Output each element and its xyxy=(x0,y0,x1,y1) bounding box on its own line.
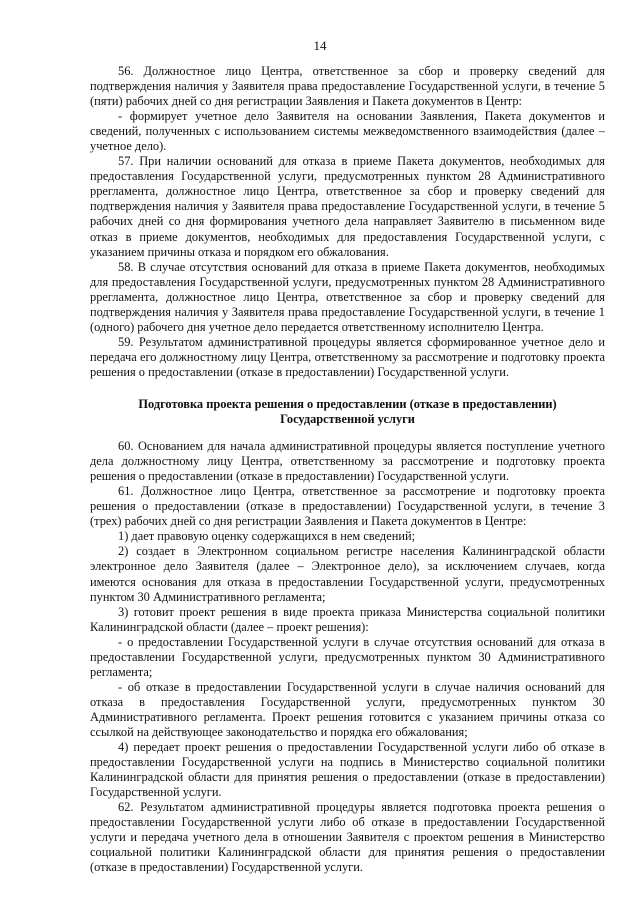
paragraph-61-item-2: 2) создает в Электронном социальном регистре населения Калининградской области электронное дело Заявителя (далее – Электронное дело), за исключением случаев, когда имеются основания для отказа в предоставлении Государственной услуги, предусмотренных пунктом 30 Административного регламента; xyxy=(90,544,605,604)
paragraph-60: 60. Основанием для начала административной процедуры является поступление учетного дела должностному лицу Центра, ответственному за рассмотрение и подготовку проекта решения о предоставлении (отказе в предоставлении) Государственной услуги. xyxy=(90,439,605,484)
paragraph-61-item-3: 3) готовит проект решения в виде проекта приказа Министерства социальной политики Калининградской области (далее – проект решения): xyxy=(90,604,605,634)
paragraph-56: 56. Должностное лицо Центра, ответственное за сбор и проверку сведений для подтверждения наличия у Заявителя права предоставление Государственной услуги, в течение 5 (пяти) рабочих дней со дня регистрации Заявления и Пакета документов в Центр: xyxy=(90,64,605,109)
paragraph-56-item: - формирует учетное дело Заявителя на основании Заявления, Пакета документов и сведений, полученных с использованием системы межведомственного взаимодействия (далее – учетное дело). xyxy=(90,109,605,154)
document-body xyxy=(90,64,605,875)
paragraph-61-item-1: 1) дает правовую оценку содержащихся в нем сведений; xyxy=(118,529,416,544)
paragraph-61: 61. Должностное лицо Центра, ответственное за рассмотрение и подготовку проекта решения о предоставлении (отказе в предоставлении) Государственной услуги, в течение 3 (трех) рабочих дней со дня регистрации Заявления и Пакета документов в Центре: xyxy=(90,484,605,529)
paragraph-61-item-3a: - о предоставлении Государственной услуги в случае отсутствия оснований для отказа в предоставлении Государственной услуги, предусмотренных пунктом 30 Административного регламента; xyxy=(90,634,605,679)
paragraph-57: 57. При наличии оснований для отказа в приеме Пакета документов, необходимых для предоставления Государственной услуги, предусмотренных пунктом 28 Административного ррегламента, должностное лицо Центра, ответственное за сбор и проверку сведений для подтверждения наличия у Заявителя права предоставление Государственной услуги, в течение 5 рабочих дней со дня формирования учетного дела направляет Заявителю в письменном виде отказ в приеме документов, необходимых для предоставления Государственной услуги, с указанием причины отказа и порядком его обжалования. xyxy=(90,154,605,259)
paragraph-61-item-4: 4) передает проект решения о предоставлении Государственной услуги либо об отказе в предоставлении Государственной услуги на подпись в Министерство социальной политики Калининградской области для принятия решения о предоставлении (отказе в предоставлении) Государственной услуги. xyxy=(90,740,605,800)
paragraph-61-item-3b: - об отказе в предоставлении Государственной услуги в случае наличия оснований для отказа в предоставления Государственной услуги, предусмотренных пунктом 30 Административного регламента. Проект решения готовится с указанием причины отказа со ссылкой на действующее законодательство и порядка его обжалования; xyxy=(90,679,605,739)
paragraph-59: 59. Результатом административной процедуры является сформированное учетное дело и передача его должностному лицу Центра, ответственному за рассмотрение и подготовку проекта решения о предоставлении (отказе в предоставлении) Государственной услуги. xyxy=(90,334,605,379)
section-heading: Подготовка проекта решения о предоставлении (отказе в предоставлении) Государственной услуги xyxy=(138,396,557,427)
paragraph-62: 62. Результатом административной процедуры является подготовка проекта решения о предоставлении Государственной услуги либо об отказе в предоставлении Государственной услуги и передача учетного дела в отношении Заявителя с проектом решения в Министерство социальной политики Калининградской области для принятия решения о предоставлении (отказе в предоставлении) Государственной услуги. xyxy=(90,800,605,875)
paragraph-58: 58. В случае отсутствия оснований для отказа в приеме Пакета документов, необходимых для предоставления Государственной услуги, предусмотренных пунктом 28 Административного ррегламента, должностное лицо Центра, ответственное за сбор и проверку сведений для подтверждения наличия у Заявителя права предоставление Государственной услуги, в течение 1 (одного) рабочего дня учетное дело передается ответственному исполнителю Центра. xyxy=(90,259,605,334)
page-number: 14 xyxy=(313,38,327,53)
